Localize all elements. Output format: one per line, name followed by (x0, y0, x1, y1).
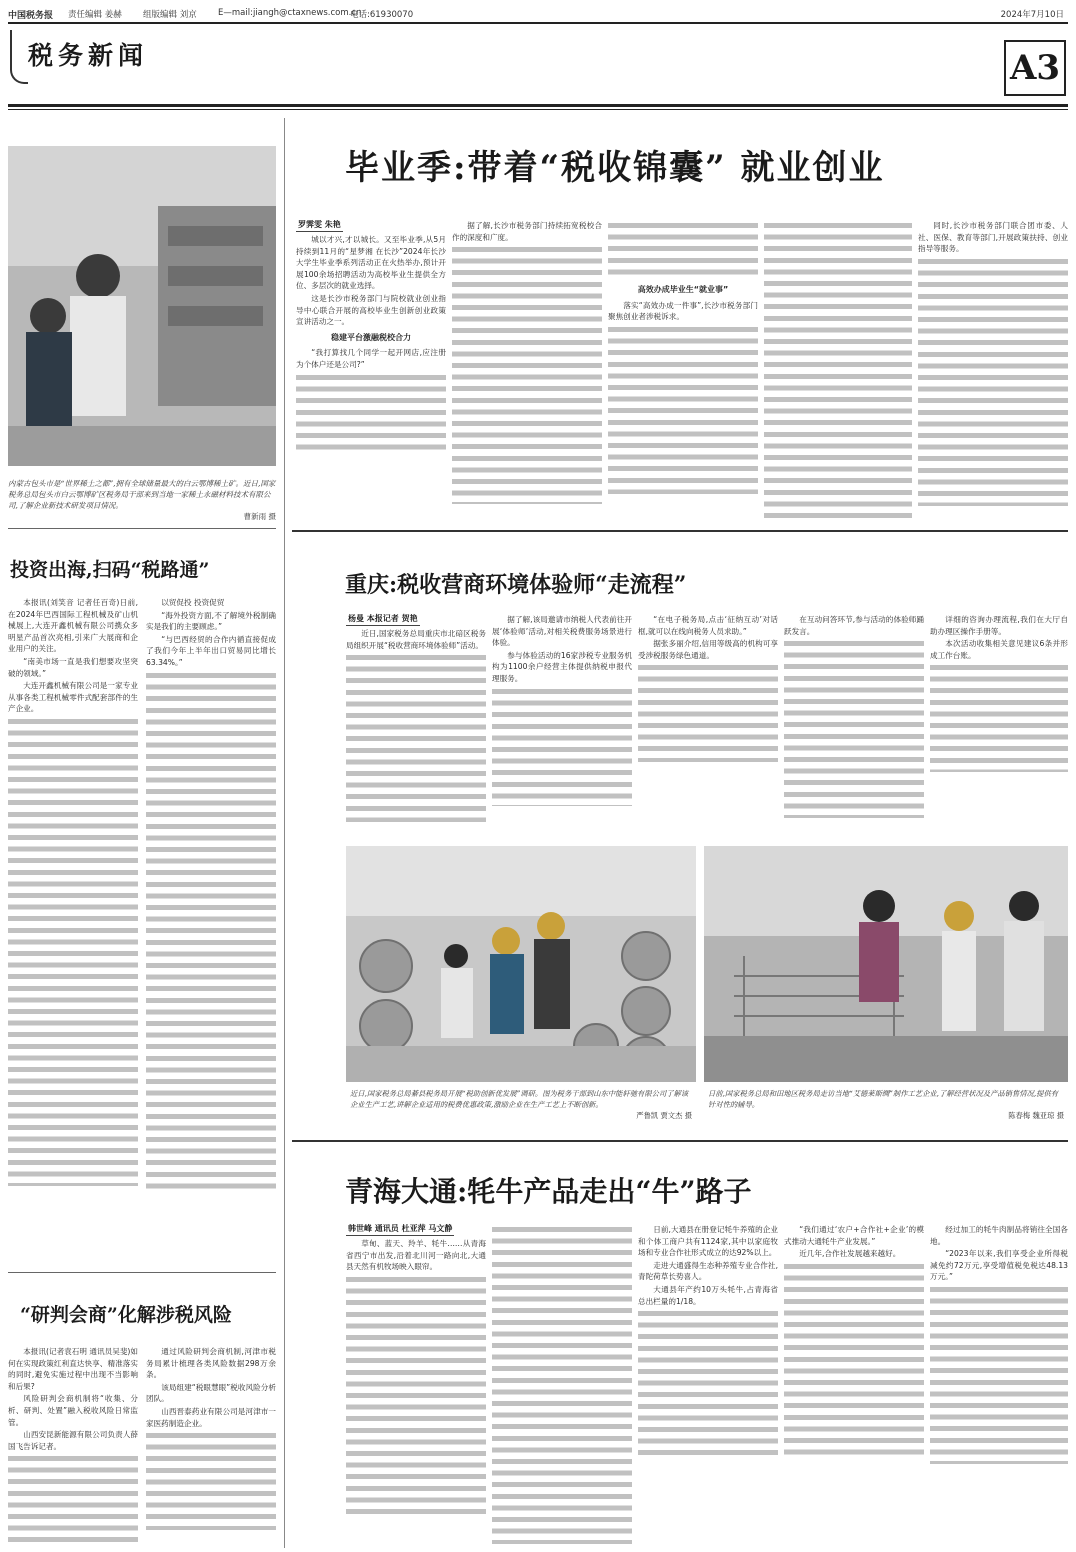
chongqing-col-3 (638, 614, 778, 834)
divider (8, 1272, 276, 1273)
invest-col-1 (8, 597, 138, 1262)
qinghai-col-3 (638, 1224, 778, 1546)
invest-text-block (8, 716, 138, 1186)
factory-credit: 严鲁凯 贾文杰 摄 (636, 1111, 692, 1120)
divider (292, 1140, 1068, 1142)
invest-headline: 投资出海,扫码“税路通” (10, 559, 210, 581)
risk-col-2 (146, 1346, 276, 1546)
lead-col-5 (918, 220, 1068, 522)
lead-para-3: “我打算找几个同学一起开网店,应注册为个体户还是公司?” (296, 348, 446, 369)
editor: 责任编辑 姜赫 (68, 10, 122, 20)
factory-caption (350, 1088, 692, 1121)
lead-text-block-6 (918, 256, 1068, 506)
qinghai-col-4 (784, 1224, 924, 1546)
rare-earth-caption (8, 478, 276, 522)
qinghai-byline: 韩世峰 通讯员 杜亚萍 马文静 (346, 1222, 454, 1236)
cq-para-7: 详细的咨询办理流程,我们在大厅自助办理区操作手册等。 (930, 615, 1068, 636)
cq-para-1: 近日,国家税务总局重庆市北碚区税务局组织开展“税收营商环境体验师”活动。 (346, 629, 486, 650)
factory-photo (346, 846, 696, 1082)
header-rule-thin (8, 109, 1068, 110)
qh-para-4: 大通县年产约10万头牦牛,占青海省总出栏量的1/18。 (638, 1284, 778, 1306)
lead-para-6: 同时,长沙市税务部门联合团市委、人社、医保、教育等部门,开展政策扶持、创业指导等服务。 (918, 221, 1068, 254)
silk-credit: 陈春梅 魏亚琼 摄 (1008, 1111, 1064, 1120)
chongqing-byline: 杨曼 本报记者 贺艳 (346, 612, 420, 626)
rare-earth-photo (8, 146, 276, 466)
risk-text-block-2 (146, 1430, 276, 1530)
page-number: A3 (1004, 40, 1066, 96)
chongqing-col-4 (784, 614, 924, 834)
rare-earth-caption-text: 内蒙古包头市是“世界稀土之都”,拥有全球储量最大的白云鄂博稀土矿。近日,国家税务总局包头市白云鄂博矿区税务局干部来到当地一家稀土永磁材料技术有限公司,了解企业新技术研发项目情况。 (8, 479, 276, 510)
factory-caption-text: 近日,国家税务总局綦县税务局开展“税助创新优发展”调研。图为税务干部到山东中能轩驰有限公司了解该企业生产工艺,讲解企业适用的税费优惠政策,激励企业在生产工艺上不断创新。 (350, 1089, 689, 1109)
lead-col-4 (764, 220, 912, 522)
risk-col-1 (8, 1346, 138, 1546)
date: 2024年7月10日 (1000, 10, 1064, 20)
paper-name: 中国税务报 (8, 11, 54, 21)
qh-para-2: 日前,大通县在册登记牦牛养殖的企业和个体工商户共有1124家,其中以家庭牧场和专业合作社形式成立的达92%以上。 (638, 1225, 778, 1258)
cq-para-4: “在电子税务局,点击‘征纳互动’对话框,就可以在线向税务人员求助。” (638, 615, 778, 636)
silk-photo (704, 846, 1068, 1082)
invest-para-2: “南美市场一直是我们想要攻坚突破的领域。” (8, 656, 138, 678)
section-title: 税务新闻 (28, 41, 149, 70)
risk-headline: “研判会商”化解涉税风险 (20, 1304, 232, 1326)
cq-para-8: 本次活动收集相关意见建议6条并形成工作台账。 (930, 639, 1068, 660)
cq-text-block-4 (784, 638, 924, 818)
risk-para-5: 该局组建“税眼慧眼”税收风险分析团队。 (146, 1382, 276, 1404)
qh-text-block (346, 1274, 486, 1514)
lead-text-block-4 (608, 324, 758, 494)
invest-text-block-2 (146, 670, 276, 1190)
lead-col-3 (608, 220, 758, 522)
invest-para-5: “海外投资方面,不了解境外税制确实是我们的主要顾虑。” (146, 610, 276, 632)
divider (8, 528, 276, 529)
column-divider (284, 118, 285, 1548)
qinghai-headline: 青海大通:牦牛产品走出“牛”路子 (345, 1175, 752, 1208)
cq-para-5: 据张多丽介绍,信用等级高的机构可享受涉税服务绿色通道。 (638, 639, 778, 660)
cq-text-block-5 (930, 662, 1068, 772)
lead-text-block-5 (764, 220, 912, 520)
rare-earth-credit: 曹新雨 摄 (243, 512, 276, 521)
qinghai-col-2 (492, 1224, 632, 1546)
lead-subhead-2: 高效办成毕业生“就业事” (637, 285, 729, 294)
risk-para-4: 通过风险研判会商机制,河津市税务局累计梳理各类风险数据298万余条。 (146, 1347, 276, 1380)
cq-para-6: 在互动问答环节,参与活动的体验师踊跃发言。 (784, 615, 924, 636)
risk-para-6: 山西晋泰药业有限公司是河津市一家医药制造企业。 (146, 1406, 276, 1428)
risk-text-block (8, 1453, 138, 1546)
risk-para-3: 山西安昆新能源有限公司负责人薛国飞告诉记者。 (8, 1430, 138, 1451)
divider (292, 530, 1068, 532)
lead-subhead-1: 稳建平台激融税校合力 (331, 332, 411, 342)
qh-text-block-3 (638, 1308, 778, 1458)
qh-text-block-4 (784, 1261, 924, 1461)
chongqing-col-1 (346, 628, 486, 834)
cq-text-block-3 (638, 662, 778, 762)
chongqing-col-5 (930, 614, 1068, 834)
lead-para-5: 落实“高效办成一件事”,长沙市税务部门聚焦创业者涉税诉求。 (608, 300, 758, 322)
cq-para-2: 据了解,该局邀请市纳税人代表前往开展‘体验师’活动,对相关税费服务场景进行体验。 (492, 615, 632, 648)
silk-caption (708, 1088, 1064, 1121)
cq-para-3: 参与体验活动的16家涉税专业服务机构为1100余户经营主体提供纳税申报代理服务。 (492, 650, 632, 683)
qh-para-8: “2023年以来,我们享受企业所得税减免约72万元,享受增值税免税达48.13万元。” (930, 1249, 1068, 1282)
qinghai-col-1 (346, 1238, 486, 1546)
qh-para-1: 草甸、蓝天、羚羊、牦牛……从青海省西宁市出发,沿着北川河一路向北,大通县天然有机牧场映入眼帘。 (346, 1239, 486, 1272)
email: E—mail:jiangh@ctaxnews.com.cn (218, 8, 362, 18)
qh-text-block-2 (492, 1224, 632, 1544)
lead-text-block (296, 372, 446, 452)
qh-para-5: “我们通过‘农户+合作社+企业’的模式推动大通牦牛产业发展。” (784, 1225, 924, 1246)
qh-text-block-5 (930, 1284, 1068, 1464)
lead-col-2 (452, 220, 602, 522)
section-bracket (10, 30, 28, 84)
invest-para-1: 本报讯(刘笑音 记者任百奇)日前,在2024年巴西国际工程机械及矿山机械展上,大连开鑫机械有限公司携众多明星产品首次亮相,引来广大展商和企业用户的关注。 (8, 598, 138, 654)
lead-para-4: 据了解,长沙市税务部门持续拓宽税校合作的深度和广度。 (452, 221, 602, 242)
risk-para-1: 本报讯(记者袁石明 通讯员吴斐)如何在实现政策红利直达快享、精准落实的同时,避免实施过程中出现不当影响和后果? (8, 1347, 138, 1391)
risk-para-2: 风险研判会商机制将“收集、分析、研判、处置”融入税收风险日常监管。 (8, 1394, 138, 1427)
cq-text-block-2 (492, 686, 632, 806)
silk-caption-text: 日前,国家税务总局和田地区税务局走访当地“艾德莱斯绸”制作工艺企业,了解经营状况及产品销售情况,提供有针对性的辅导。 (708, 1089, 1059, 1109)
invest-para-3: 大连开鑫机械有限公司是一家专业从事各类工程机械零件式配套部件的生产企业。 (8, 681, 138, 714)
phone: 电话:61930070 (350, 10, 414, 20)
invest-col-2 (146, 597, 276, 1262)
invest-para-6: “与巴西经贸的合作内循直接促成了我们今年上半年出口贸易同比增长63.34%。” (146, 634, 276, 667)
lead-headline: 毕业季:带着“税收锦囊” 就业创业 (345, 148, 885, 188)
qh-para-3: 走进大通盛得生态种养殖专业合作社,青陀荷草长势喜人。 (638, 1260, 778, 1282)
qh-para-7: 经过加工的牦牛肉制品将销往全国各地。 (930, 1225, 1068, 1246)
chongqing-headline: 重庆:税收营商环境体验师“走流程” (345, 572, 687, 598)
qh-para-6: 近几年,合作社发展越来越好。 (799, 1249, 901, 1259)
qinghai-col-5 (930, 1224, 1068, 1546)
layout-editor: 组版编辑 刘京 (143, 10, 197, 20)
lead-byline: 罗霁雯 朱艳 (296, 218, 343, 232)
chongqing-col-2 (492, 614, 632, 834)
invest-para-4: 以贸促投 投资促贸 (161, 598, 225, 607)
lead-text-block-2 (452, 244, 602, 504)
cq-text-block (346, 652, 486, 822)
lead-para-1: 城以才兴,才以城长。又至毕业季,从5月持续到11月的“星梦湘 在长沙”2024年长沙大学生毕业季系列活动正在火热举办,预计开展100余场招聘活动为高校毕业生提供全方位、多层次的就业选择。 (296, 235, 446, 291)
top-rule (8, 22, 1068, 24)
masthead-bar (8, 6, 1068, 20)
header-rule (8, 104, 1068, 107)
lead-col-1 (296, 234, 446, 522)
lead-text-block-3 (608, 220, 758, 280)
lead-para-2: 这是长沙市税务部门与院校就业创业指导中心联合开展的高校毕业生创新创业政策宣讲活动之一。 (296, 293, 446, 327)
